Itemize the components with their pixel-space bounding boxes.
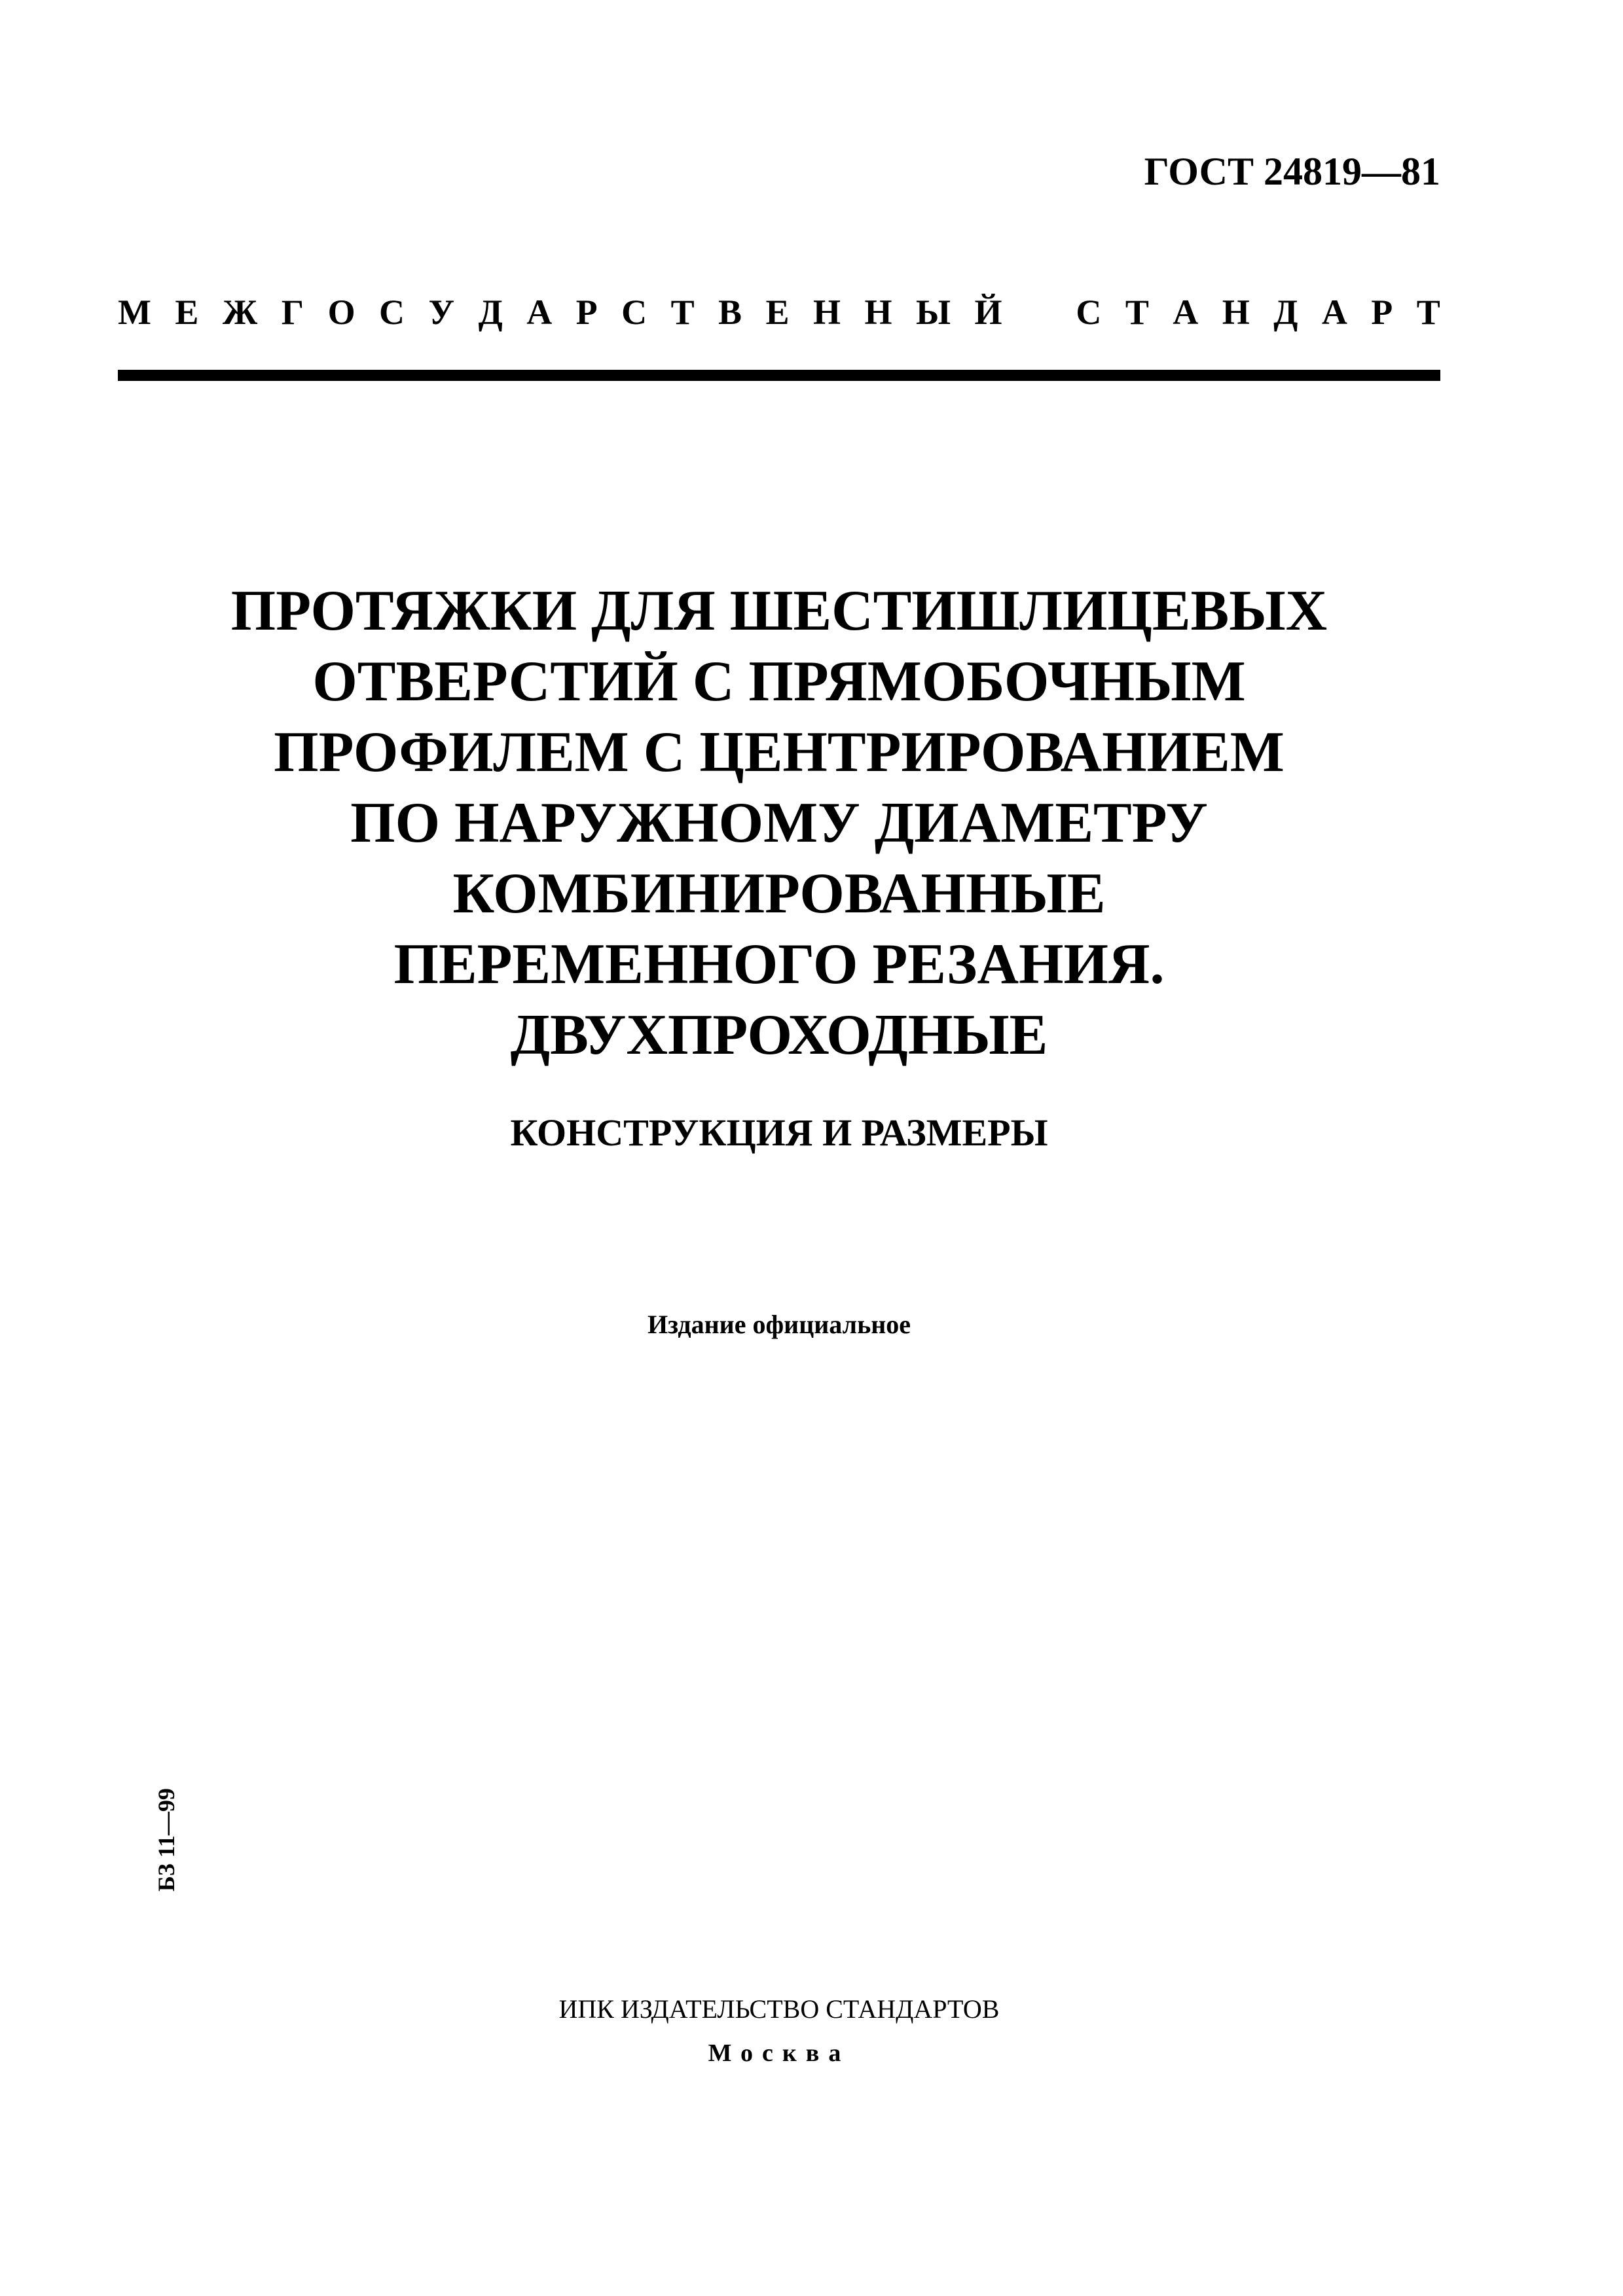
heading-letter: Н bbox=[864, 293, 892, 332]
heading-letter: О bbox=[327, 293, 356, 332]
document-subtitle: КОНСТРУКЦИЯ И РАЗМЕРЫ bbox=[510, 1111, 1048, 1154]
heading-letter: В bbox=[718, 293, 742, 332]
standard-type-heading bbox=[118, 295, 1440, 330]
heading-letter: Н bbox=[1222, 293, 1250, 332]
heading-letter: Д bbox=[478, 293, 503, 332]
heading-letter: Р bbox=[1371, 293, 1393, 332]
heading-letter: С bbox=[379, 293, 405, 332]
heading-letter: Н bbox=[813, 293, 841, 332]
title-line: ПРОФИЛЕМ С ЦЕНТРИРОВАНИЕМ bbox=[274, 721, 1285, 784]
heading-letter: Е bbox=[765, 293, 790, 332]
heading-letter: А bbox=[1173, 293, 1199, 332]
heading-letter: Ж bbox=[222, 293, 258, 332]
heading-letter: С bbox=[1076, 293, 1102, 332]
heading-letter: У bbox=[428, 293, 455, 332]
heading-letter: С bbox=[621, 293, 647, 332]
heading-space bbox=[1026, 295, 1052, 330]
side-code: БЗ 11—99 bbox=[153, 1788, 179, 1892]
heading-letter: Т bbox=[1416, 293, 1440, 332]
heading-letter: Ы bbox=[915, 293, 951, 332]
document-title bbox=[118, 576, 1440, 1071]
title-line: ПРОТЯЖКИ ДЛЯ ШЕСТИШЛИЦЕВЫХ bbox=[230, 579, 1328, 643]
title-line: ПО НАРУЖНОМУ ДИАМЕТРУ bbox=[350, 791, 1208, 855]
heading-letter: Д bbox=[1273, 293, 1298, 332]
header-divider bbox=[118, 370, 1440, 381]
heading-letter: Г bbox=[281, 293, 304, 332]
title-line: ДВУХПРОХОДНЫЕ bbox=[510, 1003, 1048, 1067]
title-line: КОМБИНИРОВАННЫЕ bbox=[452, 862, 1106, 925]
publisher-city: Москва bbox=[708, 2039, 850, 2067]
heading-letter: А bbox=[1321, 293, 1347, 332]
title-line: ОТВЕРСТИЙ С ПРЯМОБОЧНЫМ bbox=[312, 650, 1246, 713]
standard-number: ГОСТ 24819—81 bbox=[1144, 150, 1440, 193]
heading-letter: М bbox=[118, 293, 151, 332]
title-line: ПЕРЕМЕННОГО РЕЗАНИЯ. bbox=[393, 933, 1165, 996]
heading-letter: Т bbox=[1125, 293, 1149, 332]
heading-letter: Е bbox=[175, 293, 199, 332]
heading-letter: А bbox=[526, 293, 553, 332]
heading-letter: Р bbox=[575, 293, 598, 332]
edition-note: Издание официальное bbox=[647, 1310, 911, 1339]
heading-letter: Т bbox=[670, 293, 695, 332]
heading-letter: Й bbox=[974, 293, 1002, 332]
publisher-name: ИПК ИЗДАТЕЛЬСТВО СТАНДАРТОВ bbox=[558, 1994, 1000, 2024]
